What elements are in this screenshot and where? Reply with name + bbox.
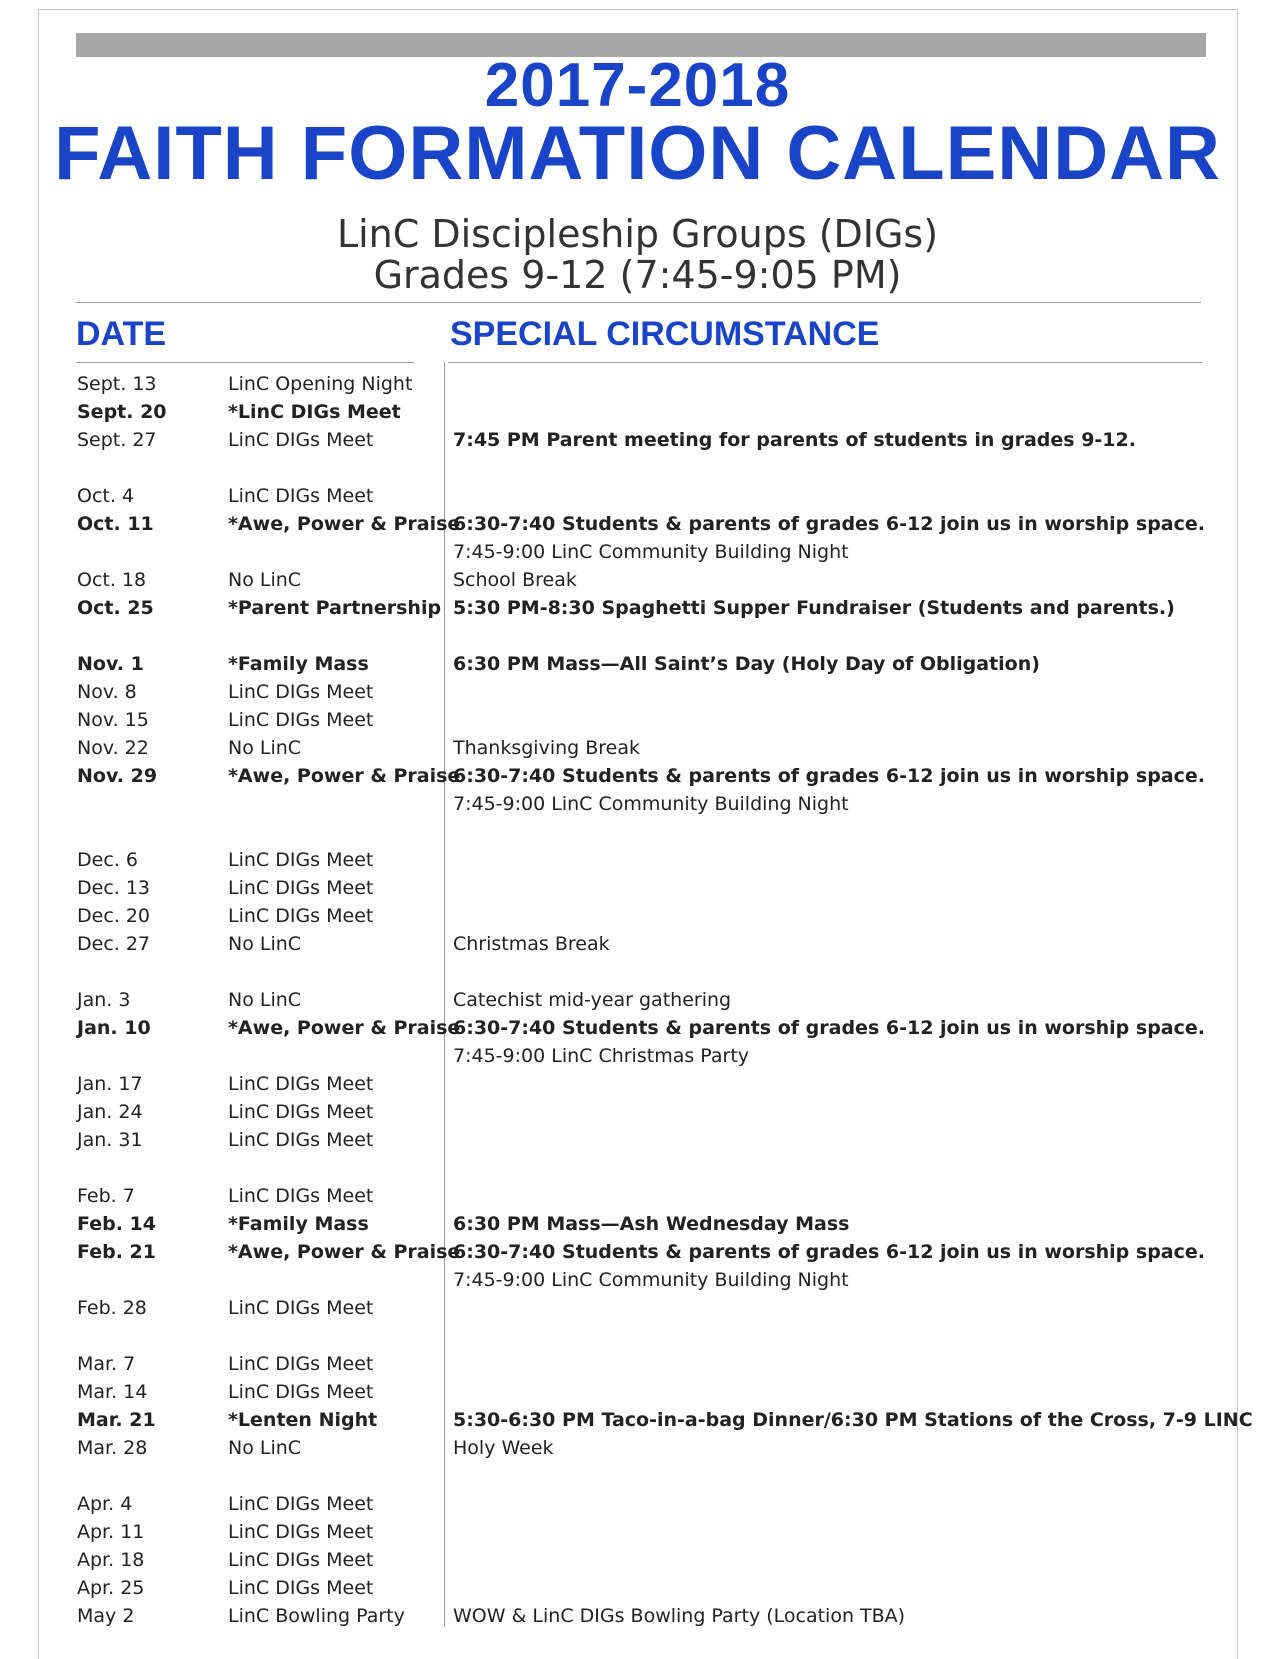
row-event: LinC DIGs Meet [228, 1073, 374, 1095]
row-date: Apr. 4 [77, 1493, 133, 1515]
row-date: Mar. 28 [77, 1437, 148, 1459]
row-note: 6:30-7:40 Students & parents of grades 6-12 join us in worship space. [453, 1017, 1205, 1039]
table-row [0, 510, 1275, 538]
row-date: Jan. 24 [77, 1101, 143, 1123]
row-event: LinC DIGs Meet [228, 485, 374, 507]
column-header-date: DATE [76, 315, 167, 353]
title-year: 2017-2018 [484, 51, 791, 120]
row-spacer [0, 622, 1275, 650]
row-event: *Family Mass [228, 653, 369, 675]
row-event: LinC DIGs Meet [228, 905, 374, 927]
table-row [0, 1294, 1275, 1322]
row-date: Sept. 20 [77, 401, 167, 423]
row-event: *Awe, Power & Praise [228, 765, 461, 787]
row-event: *Lenten Night [228, 1409, 378, 1431]
table-row [0, 426, 1275, 454]
row-note: 5:30 PM-8:30 Spaghetti Supper Fundraiser (Students and parents.) [453, 597, 1175, 619]
table-row [0, 986, 1275, 1014]
row-event: No LinC [228, 933, 302, 955]
row-note: 7:45-9:00 LinC Christmas Party [453, 1045, 750, 1067]
row-event: No LinC [228, 737, 302, 759]
row-date: Feb. 7 [77, 1185, 135, 1207]
table-row [0, 1406, 1275, 1434]
row-date: Apr. 18 [77, 1549, 145, 1571]
row-date: Mar. 21 [77, 1409, 156, 1431]
table-row [0, 1238, 1275, 1266]
row-event: LinC DIGs Meet [228, 1549, 374, 1571]
row-event: LinC DIGs Meet [228, 849, 374, 871]
row-event: LinC DIGs Meet [228, 1101, 374, 1123]
row-event: LinC DIGs Meet [228, 681, 374, 703]
subtitle-grades: Grades 9-12 (7:45-9:05 PM) [373, 253, 902, 297]
page-title: FAITH FORMATION CALENDAR [54, 111, 1221, 196]
table-row [0, 1518, 1275, 1546]
row-date: Feb. 14 [77, 1213, 156, 1235]
row-event: LinC DIGs Meet [228, 1493, 374, 1515]
row-event: LinC DIGs Meet [228, 1297, 374, 1319]
row-event: No LinC [228, 989, 302, 1011]
table-row [0, 1266, 1275, 1294]
row-note: School Break [453, 569, 577, 591]
row-note: Christmas Break [453, 933, 610, 955]
row-date: Oct. 25 [77, 597, 154, 619]
table-row [0, 1126, 1275, 1154]
row-note: 7:45-9:00 LinC Community Building Night [453, 1269, 849, 1291]
row-event: *Awe, Power & Praise [228, 1017, 461, 1039]
row-event: *LinC DIGs Meet [228, 401, 401, 423]
row-spacer [0, 1322, 1275, 1350]
row-event: No LinC [228, 1437, 302, 1459]
row-date: Nov. 15 [77, 709, 149, 731]
row-event: LinC Bowling Party [228, 1605, 405, 1627]
row-note: Catechist mid-year gathering [453, 989, 732, 1011]
row-date: Nov. 29 [77, 765, 158, 787]
row-date: Sept. 13 [77, 373, 157, 395]
row-note: 7:45-9:00 LinC Community Building Night [453, 541, 849, 563]
table-row [0, 398, 1275, 426]
row-note: Thanksgiving Break [453, 737, 641, 759]
table-row [0, 1350, 1275, 1378]
row-date: Nov. 8 [77, 681, 137, 703]
table-row [0, 874, 1275, 902]
row-date: Apr. 11 [77, 1521, 145, 1543]
row-note: 6:30-7:40 Students & parents of grades 6-12 join us in worship space. [453, 513, 1205, 535]
table-row [0, 706, 1275, 734]
row-event: No LinC [228, 569, 302, 591]
row-note: 6:30 PM Mass—Ash Wednesday Mass [453, 1213, 850, 1235]
table-row [0, 1070, 1275, 1098]
table-row [0, 1210, 1275, 1238]
row-event: LinC DIGs Meet [228, 1381, 374, 1403]
table-row [0, 734, 1275, 762]
row-date: Jan. 10 [77, 1017, 151, 1039]
row-event: LinC DIGs Meet [228, 1577, 374, 1599]
divider [76, 302, 1201, 303]
subtitle-program: LinC Discipleship Groups (DIGs) [336, 212, 939, 256]
row-date: Apr. 25 [77, 1577, 145, 1599]
row-date: Mar. 7 [77, 1353, 136, 1375]
table-row [0, 1014, 1275, 1042]
row-date: Nov. 22 [77, 737, 149, 759]
row-date: Feb. 21 [77, 1241, 156, 1263]
row-event: LinC DIGs Meet [228, 1353, 374, 1375]
table-row [0, 790, 1275, 818]
row-date: Jan. 3 [77, 989, 131, 1011]
row-event: *Awe, Power & Praise [228, 1241, 461, 1263]
row-date: Mar. 14 [77, 1381, 148, 1403]
row-date: May 2 [77, 1605, 135, 1627]
row-note: Holy Week [453, 1437, 554, 1459]
row-spacer [0, 1462, 1275, 1490]
row-note: 5:30-6:30 PM Taco-in-a-bag Dinner/6:30 PM Stations of the Cross, 7-9 LINC [453, 1409, 1253, 1431]
divider [76, 362, 414, 363]
table-row [0, 1434, 1275, 1462]
table-row [0, 370, 1275, 398]
row-event: LinC DIGs Meet [228, 709, 374, 731]
row-date: Feb. 28 [77, 1297, 147, 1319]
row-note: 7:45-9:00 LinC Community Building Night [453, 793, 849, 815]
table-row [0, 1182, 1275, 1210]
table-row [0, 846, 1275, 874]
row-date: Dec. 13 [77, 877, 151, 899]
row-event: LinC DIGs Meet [228, 429, 374, 451]
table-row [0, 762, 1275, 790]
table-row [0, 650, 1275, 678]
table-row [0, 1546, 1275, 1574]
table-row [0, 594, 1275, 622]
row-date: Nov. 1 [77, 653, 144, 675]
row-date: Dec. 6 [77, 849, 138, 871]
row-spacer [0, 454, 1275, 482]
table-row [0, 1042, 1275, 1070]
row-event: *Parent Partnership [228, 597, 442, 619]
table-row [0, 930, 1275, 958]
row-note: 6:30-7:40 Students & parents of grades 6-12 join us in worship space. [453, 765, 1205, 787]
row-spacer [0, 818, 1275, 846]
row-date: Sept. 27 [77, 429, 157, 451]
row-date: Dec. 20 [77, 905, 151, 927]
row-spacer [0, 1154, 1275, 1182]
row-event: LinC DIGs Meet [228, 1521, 374, 1543]
row-spacer [0, 958, 1275, 986]
table-row [0, 1574, 1275, 1602]
row-date: Oct. 18 [77, 569, 147, 591]
table-row [0, 538, 1275, 566]
divider [448, 362, 1202, 363]
row-date: Oct. 11 [77, 513, 154, 535]
calendar-table [0, 370, 1275, 1630]
row-note: 6:30-7:40 Students & parents of grades 6-12 join us in worship space. [453, 1241, 1205, 1263]
row-event: LinC DIGs Meet [228, 877, 374, 899]
row-event: LinC DIGs Meet [228, 1185, 374, 1207]
row-event: *Family Mass [228, 1213, 369, 1235]
table-row [0, 566, 1275, 594]
table-row [0, 1602, 1275, 1630]
table-row [0, 1378, 1275, 1406]
table-row [0, 678, 1275, 706]
row-note: 7:45 PM Parent meeting for parents of students in grades 9-12. [453, 429, 1136, 451]
row-date: Dec. 27 [77, 933, 151, 955]
row-date: Oct. 4 [77, 485, 135, 507]
table-row [0, 1098, 1275, 1126]
table-row [0, 1490, 1275, 1518]
row-event: LinC Opening Night [228, 373, 413, 395]
row-note: WOW & LinC DIGs Bowling Party (Location TBA) [453, 1605, 906, 1627]
row-event: LinC DIGs Meet [228, 1129, 374, 1151]
row-event: *Awe, Power & Praise [228, 513, 461, 535]
table-row [0, 902, 1275, 930]
row-note: 6:30 PM Mass—All Saint’s Day (Holy Day of Obligation) [453, 653, 1040, 675]
row-date: Jan. 31 [77, 1129, 143, 1151]
row-date: Jan. 17 [77, 1073, 143, 1095]
table-row [0, 482, 1275, 510]
column-header-special: SPECIAL CIRCUMSTANCE [450, 315, 880, 353]
